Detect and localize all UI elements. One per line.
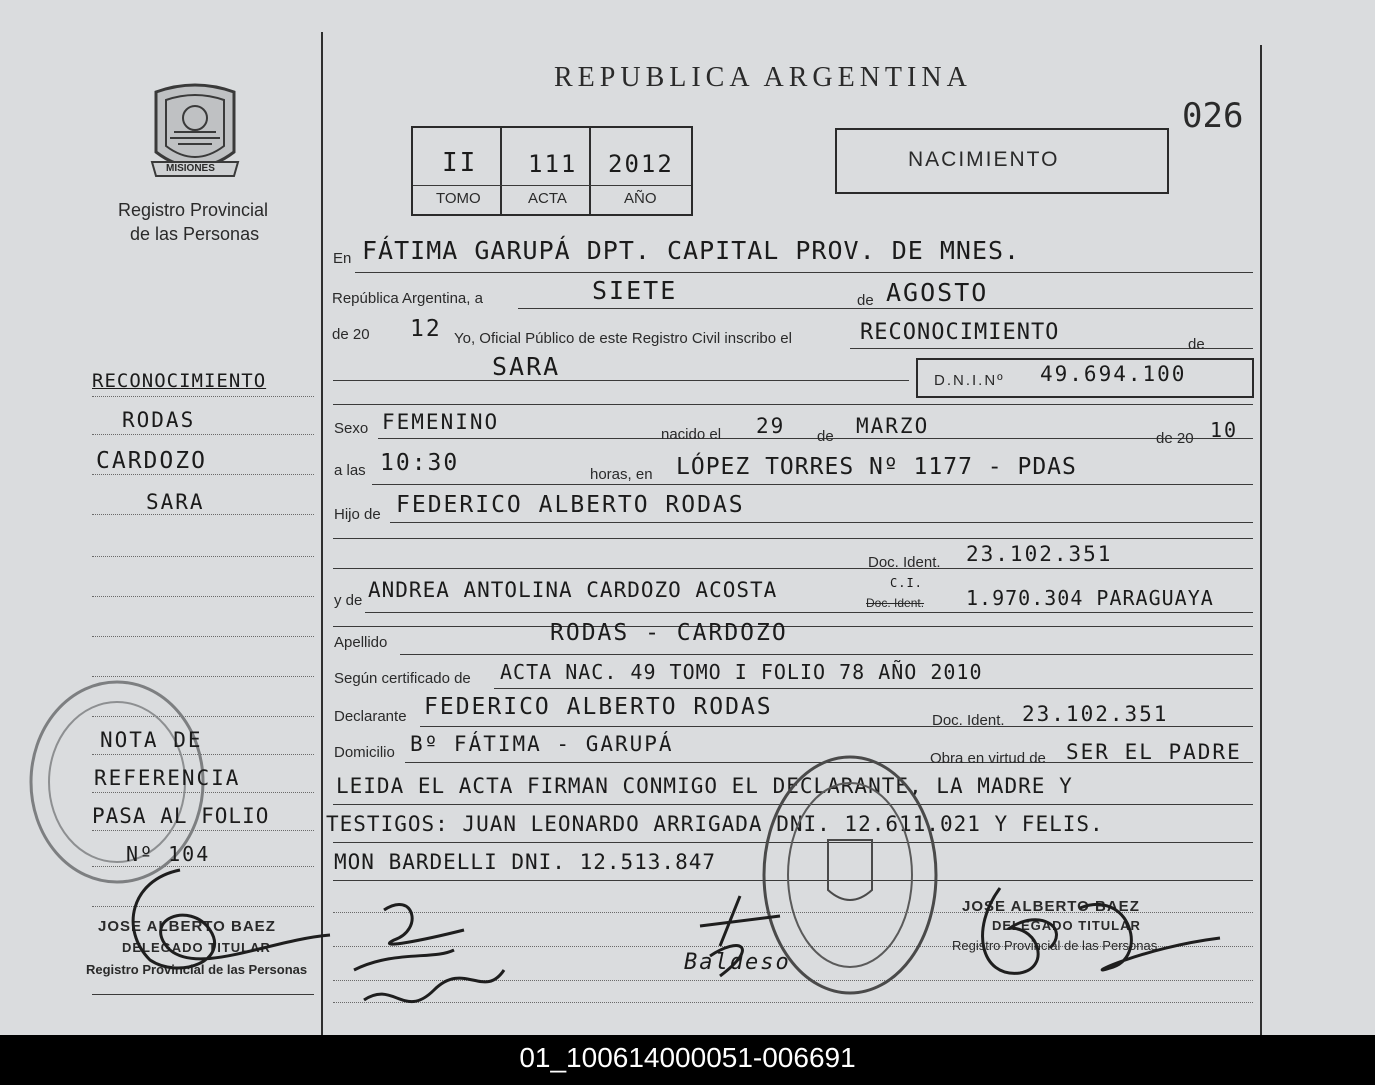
tomo-value: II (442, 148, 478, 178)
form-line-name (333, 380, 909, 381)
birth-year-value: 10 (1210, 418, 1239, 442)
nacido-label: nacido el (661, 426, 722, 443)
margin-line (92, 434, 314, 435)
left-stamp-name: JOSE ALBERTO BAEZ (98, 918, 276, 935)
margin-line (92, 396, 314, 397)
acta-label: ACTA (528, 190, 567, 207)
form-line-madre-2 (333, 626, 1253, 627)
mother-value: ANDREA ANTOLINA CARDOZO ACOSTA (368, 578, 778, 602)
segun-value: ACTA NAC. 49 TOMO I FOLIO 78 AÑO 2010 (500, 660, 983, 684)
anio-label: AÑO (624, 190, 657, 207)
form-line-separator (333, 404, 1253, 405)
left-stamp-org: Registro Provincial de las Personas (86, 962, 308, 977)
republica-label: República Argentina, a (332, 290, 483, 307)
registry-name-line2: de las Personas (130, 224, 260, 244)
witness-signature-text: Baldeso (684, 950, 791, 975)
de-label-1: de (857, 292, 874, 309)
apellido-label: Apellido (334, 634, 388, 651)
father-value: FEDERICO ALBERTO RODAS (396, 492, 745, 518)
witness-signature-left (334, 890, 524, 1030)
horas-label: horas, en (590, 466, 653, 483)
form-line-fecha (518, 308, 1253, 309)
hijo-label: Hijo de (334, 506, 381, 523)
anio-value: 2012 (608, 150, 674, 178)
yde-label: y de (334, 592, 363, 609)
image-id-footer: 01_100614000051-006691 (0, 1035, 1375, 1085)
en-label: En (333, 250, 352, 267)
obra-label: Obra en virtud de (930, 750, 1046, 767)
margin-line-solid (92, 994, 314, 995)
margin-surname1: RODAS (122, 408, 196, 432)
obra-value: SER EL PADRE (1066, 740, 1242, 764)
left-stamp-role: DELEGADO TITULAR (122, 940, 271, 955)
form-line-declarante (420, 726, 1253, 727)
tomo-label: TOMO (436, 190, 481, 207)
de-label-3: de (817, 428, 834, 445)
right-column-border (1260, 45, 1262, 1035)
segun-label: Según certificado de (334, 670, 471, 687)
note-line3: PASA AL FOLIO (92, 804, 270, 828)
margin-line (92, 514, 314, 515)
form-line-hijo-2 (333, 538, 1253, 539)
place-value: LÓPEZ TORRES Nº 1177 - PDAS (676, 454, 1077, 480)
month-value: AGOSTO (886, 278, 989, 307)
margin-given-name: SARA (146, 490, 205, 514)
dni-value: 49.694.100 (1040, 362, 1187, 386)
margin-line (92, 474, 314, 475)
left-handwritten-signature (110, 860, 340, 990)
doc-ident-label-1: Doc. Ident. (868, 554, 941, 571)
declarante-label: Declarante (334, 708, 407, 725)
father-doc-value: 23.102.351 (966, 542, 1113, 566)
de20-label: de 20 (1156, 430, 1194, 447)
sexo-value: FEMENINO (382, 410, 500, 434)
right-stamp-name: JOSE ALBERTO BAEZ (962, 898, 1140, 915)
right-stamp-org: Registro Provincial de las Personas (952, 938, 1158, 953)
note-line1: NOTA DE (100, 728, 203, 752)
registry-name-line1: Registro Provincial (118, 200, 269, 220)
margin-line (92, 636, 314, 637)
record-type-label: NACIMIENTO (908, 148, 1060, 171)
form-line-sexo (378, 438, 1253, 439)
doc-ident-label-3: Doc. Ident. (932, 712, 1005, 729)
domicilio-value: Bº FÁTIMA - GARUPÁ (410, 732, 674, 756)
declarante-value: FEDERICO ALBERTO RODAS (424, 694, 773, 720)
form-line-segun (494, 688, 1253, 689)
year-value: 12 (410, 316, 442, 342)
declarante-doc-value: 23.102.351 (1022, 702, 1169, 726)
form-line-doc1 (333, 568, 1253, 569)
text-line-2: TESTIGOS: JUAN LEONARDO ARRIGADA DNI. 12.611.021 Y FELIS. (326, 812, 1104, 836)
alas-label: a las (334, 462, 366, 479)
time-value: 10:30 (380, 450, 460, 476)
margin-surname2: CARDOZO (96, 448, 207, 474)
ci-mark: C.I. (890, 576, 923, 590)
domicilio-label: Domicilio (334, 744, 395, 761)
en-value: FÁTIMA GARUPÁ DPT. CAPITAL PROV. DE MNES. (362, 236, 1021, 265)
doc-ident-label-2: Doc. Ident. (866, 596, 925, 610)
form-line-hijo (390, 522, 1253, 523)
logo-text-bottom: MISIONES (166, 163, 215, 174)
acta-value: 111 (528, 150, 578, 178)
margin-line (92, 596, 314, 597)
margin-line (92, 556, 314, 557)
apellido-value: RODAS - CARDOZO (550, 620, 788, 646)
record-box-divider-2 (589, 128, 591, 214)
right-stamp-role: DELEGADO TITULAR (992, 918, 1141, 933)
form-line-madre (365, 612, 1253, 613)
witness-signature-middle (680, 886, 790, 996)
form-line-apellido (400, 654, 1253, 655)
birth-day-value: 29 (756, 414, 786, 438)
birth-month-value: MARZO (856, 414, 930, 438)
form-line-en (355, 272, 1253, 273)
mother-doc-value: 1.970.304 PARAGUAYA (966, 586, 1214, 610)
folio-number: 026 (1182, 96, 1244, 136)
margin-title: RECONOCIMIENTO (92, 370, 267, 392)
text-line-3: MON BARDELLI DNI. 12.513.847 (334, 850, 717, 874)
record-box-divider-h (413, 185, 691, 186)
year-prefix-label: de 20 (332, 326, 370, 343)
note-line4: Nº 104 (126, 842, 211, 866)
text-line-1: LEIDA EL ACTA FIRMAN CONMIGO EL DECLARANTE, LA MADRE Y (336, 774, 1073, 798)
country-title: REPUBLICA ARGENTINA (554, 62, 972, 93)
dni-label: D.N.I.Nº (934, 372, 1005, 389)
oficial-label: Yo, Oficial Público de este Registro Civil inscribo el (454, 330, 792, 347)
de-label-2: de (1188, 336, 1205, 353)
day-value: SIETE (592, 276, 678, 305)
record-box-divider-1 (500, 128, 502, 214)
sexo-label: Sexo (334, 420, 369, 437)
right-handwritten-signature (960, 868, 1250, 998)
inscribe-value: RECONOCIMIENTO (860, 320, 1060, 345)
note-line2: REFERENCIA (94, 766, 241, 790)
form-line-hora (372, 484, 1253, 485)
name-value: SARA (492, 352, 561, 381)
